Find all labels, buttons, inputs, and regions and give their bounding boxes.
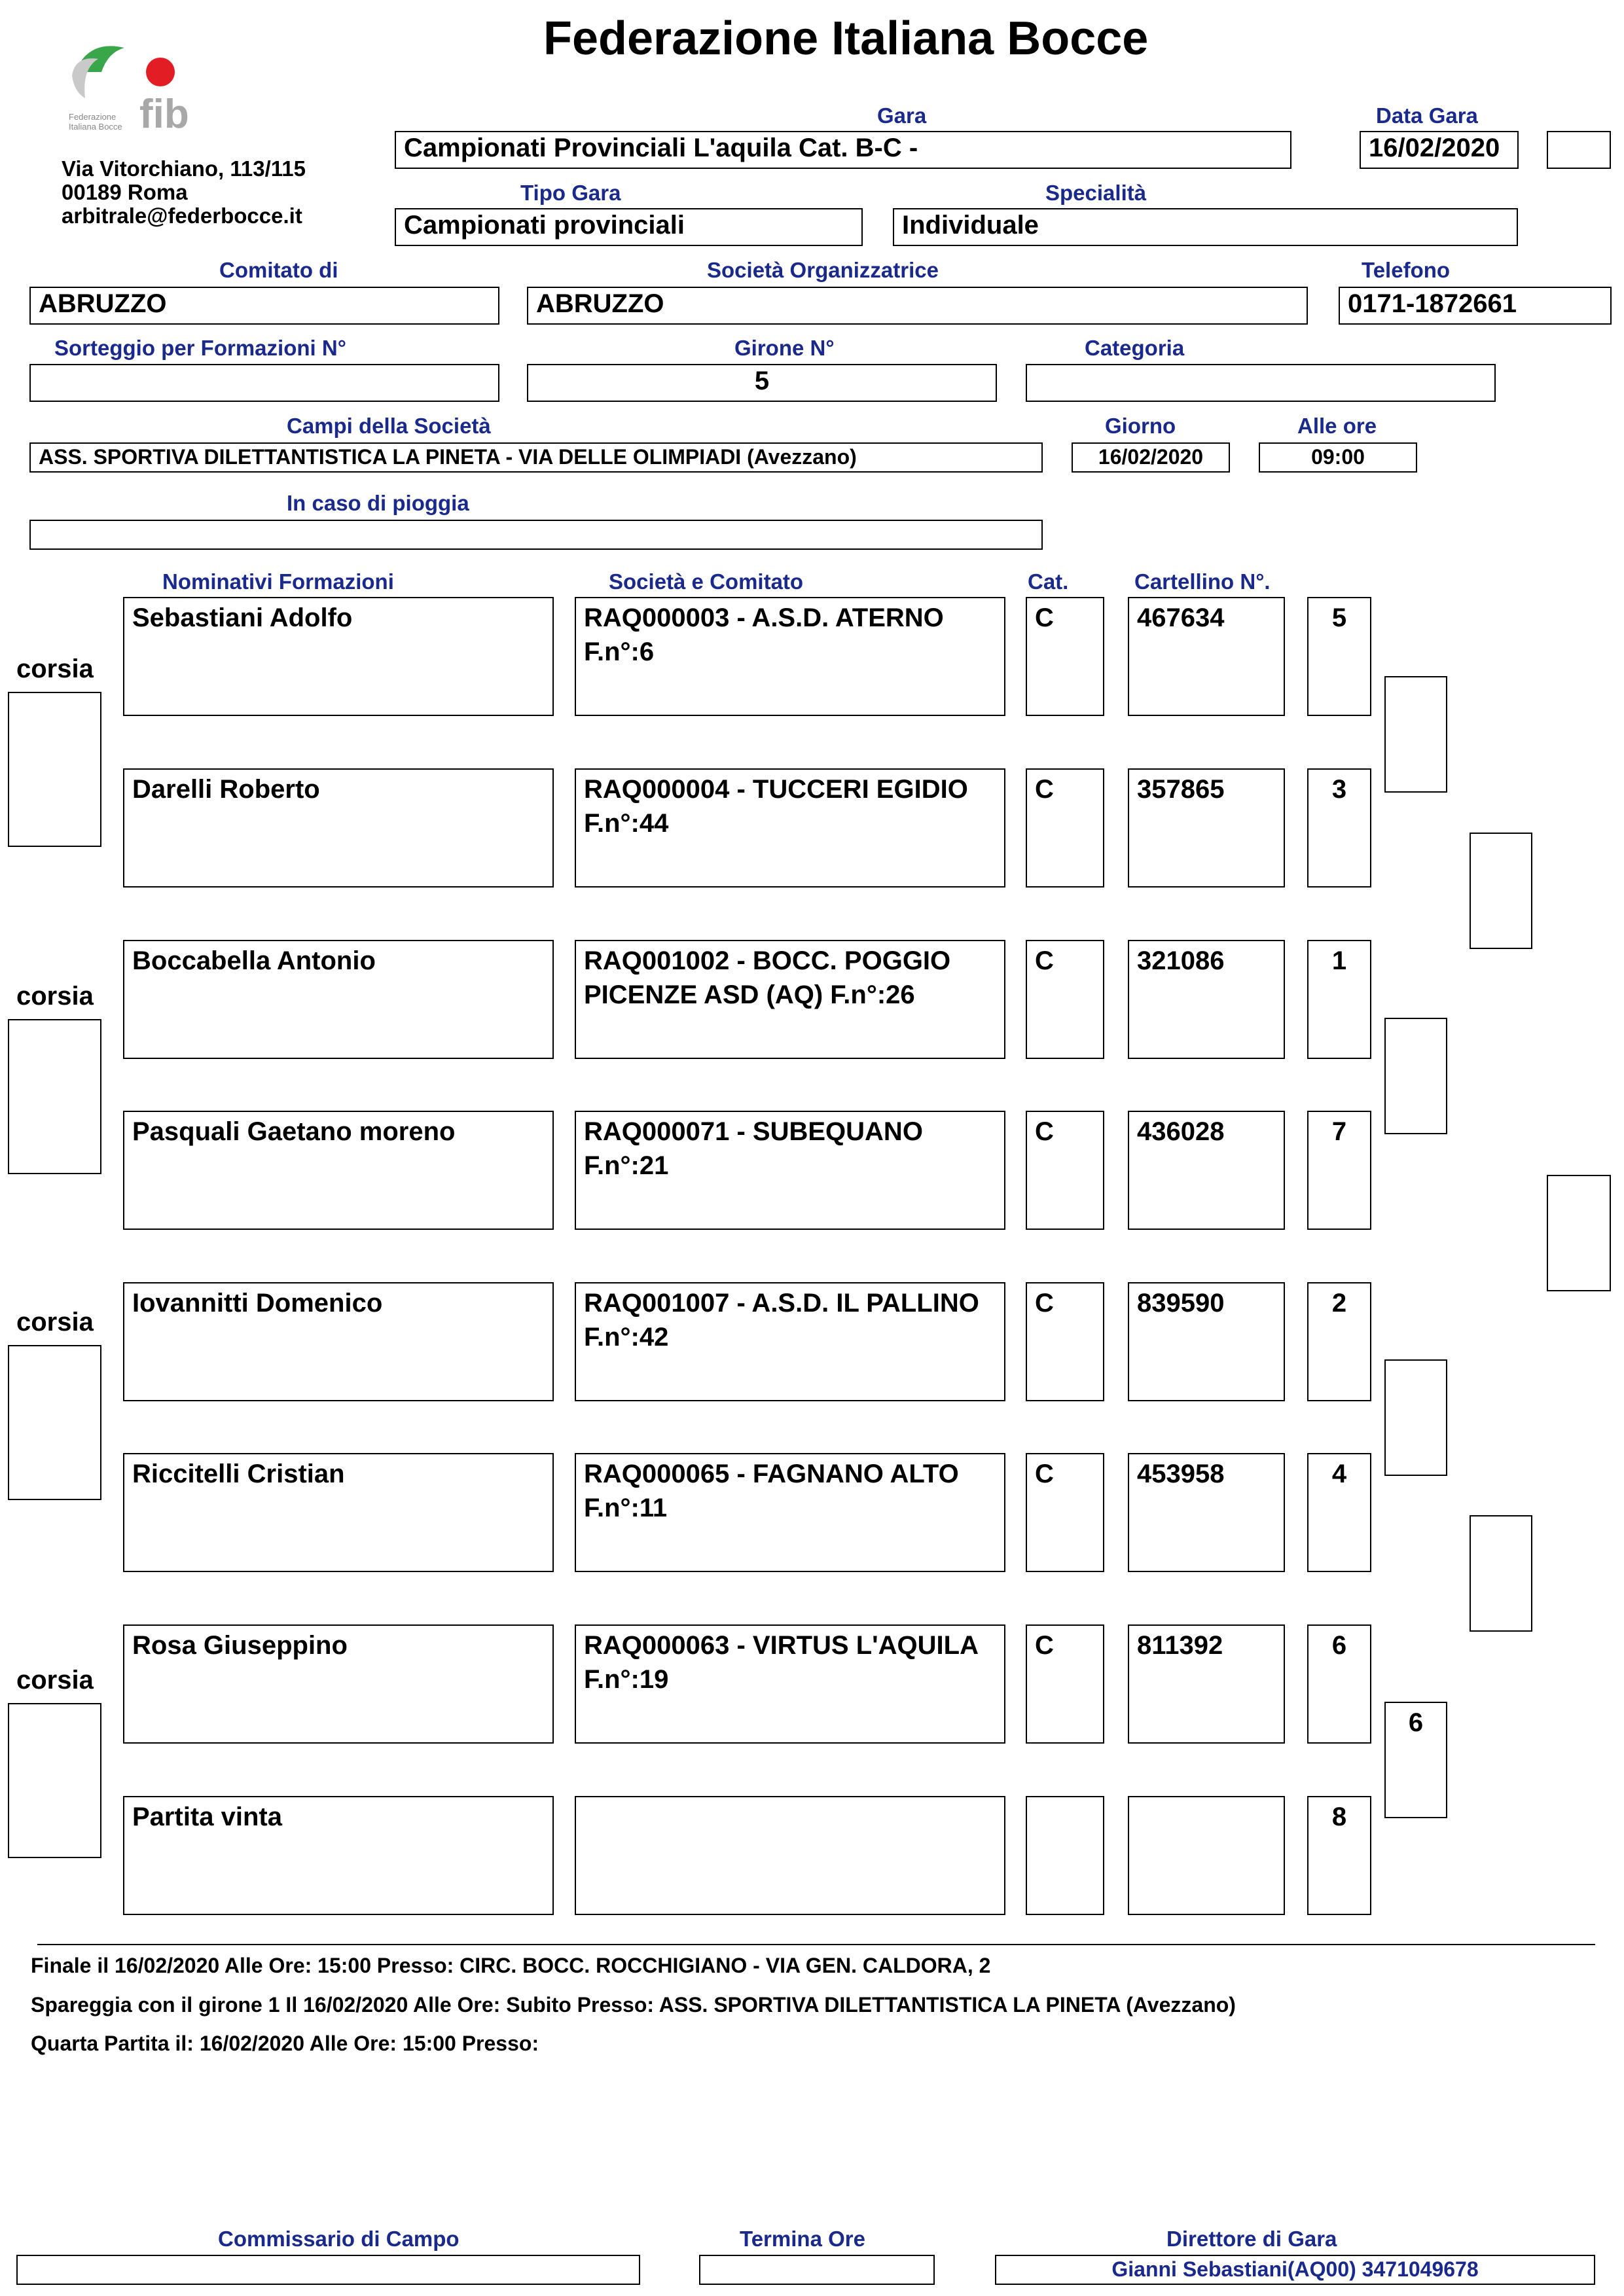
player-cat[interactable]: C — [1026, 1111, 1104, 1230]
corsia-box[interactable] — [8, 1345, 101, 1500]
spareggia-text: Spareggia con il girone 1 Il 16/02/2020 Alle Ore: Subito Presso: ASS. SPORTIVA DILETTANTISTICA LA PINETA (Avezzano) — [31, 1993, 1236, 2017]
bracket-r1-box[interactable]: 6 — [1384, 1702, 1447, 1818]
club-line2: F.n°:6 — [584, 637, 655, 666]
page-title: Federazione Italiana Bocce — [543, 12, 1149, 65]
svg-text:Federazione: Federazione — [69, 112, 117, 122]
club-line1: RAQ000063 - VIRTUS L'AQUILA — [584, 1631, 979, 1660]
email: arbitrale@federbocce.it — [62, 204, 302, 228]
fib-logo-icon — [62, 36, 219, 137]
fib-logo — [62, 36, 219, 137]
corsia-box[interactable] — [8, 692, 101, 847]
bracket-r1-box[interactable] — [1384, 1359, 1447, 1476]
bracket-r2-box[interactable] — [1470, 1515, 1532, 1632]
label-commissario: Commissario di Campo — [218, 2227, 460, 2251]
player-name[interactable]: Sebastiani Adolfo — [123, 597, 554, 716]
club-line2: F.n°:11 — [584, 1494, 668, 1522]
label-telefono: Telefono — [1362, 258, 1451, 282]
commissario-field[interactable] — [16, 2255, 640, 2285]
player-number[interactable]: 4 — [1307, 1453, 1371, 1572]
player-number[interactable]: 3 — [1307, 768, 1371, 888]
player-card[interactable]: 453958 — [1128, 1453, 1285, 1572]
label-societa-org: Società Organizzatrice — [707, 258, 939, 282]
label-giorno: Giorno — [1105, 414, 1176, 438]
player-card[interactable]: 357865 — [1128, 768, 1285, 888]
data-gara-field[interactable]: 16/02/2020 — [1360, 131, 1519, 169]
player-name[interactable]: Pasquali Gaetano moreno — [123, 1111, 554, 1230]
club-line2: F.n°:44 — [584, 809, 669, 838]
player-name[interactable]: Partita vinta — [123, 1796, 554, 1915]
club-line2: PICENZE ASD (AQ) F.n°:26 — [584, 980, 915, 1009]
player-card[interactable]: 321086 — [1128, 940, 1285, 1059]
club-line1: RAQ000003 - A.S.D. ATERNO — [584, 603, 944, 632]
club-line2: F.n°:19 — [584, 1665, 669, 1694]
girone-field[interactable]: 5 — [527, 364, 997, 402]
finale-text: Finale il 16/02/2020 Alle Ore: 15:00 Presso: CIRC. BOCC. ROCCHIGIANO - VIA GEN. CALDORA, 2 — [31, 1954, 991, 1977]
bracket-r1-box[interactable] — [1384, 1018, 1447, 1134]
player-name[interactable]: Darelli Roberto — [123, 768, 554, 888]
quarta-text: Quarta Partita il: 16/02/2020 Alle Ore: 15:00 Presso: — [31, 2032, 539, 2055]
player-cat[interactable]: C — [1026, 597, 1104, 716]
player-club[interactable] — [575, 1282, 1005, 1401]
label-girone: Girone N° — [734, 336, 835, 360]
col-nominativi: Nominativi Formazioni — [162, 569, 394, 594]
bracket-r1-box[interactable] — [1384, 676, 1447, 793]
direttore-field[interactable]: Gianni Sebastiani(AQ00) 3471049678 — [995, 2255, 1595, 2285]
termina-field[interactable] — [699, 2255, 935, 2285]
sorteggio-field[interactable] — [29, 364, 499, 402]
col-cat: Cat. — [1028, 569, 1069, 594]
corsia-box[interactable] — [8, 1019, 101, 1174]
label-sorteggio: Sorteggio per Formazioni N° — [54, 336, 346, 360]
player-club[interactable] — [575, 597, 1005, 716]
label-data-gara: Data Gara — [1376, 103, 1478, 128]
player-name[interactable]: Rosa Giuseppino — [123, 1624, 554, 1744]
label-termina: Termina Ore — [740, 2227, 865, 2251]
label-pioggia: In caso di pioggia — [287, 491, 469, 515]
player-name[interactable]: Riccitelli Cristian — [123, 1453, 554, 1572]
label-tipo-gara: Tipo Gara — [520, 181, 621, 205]
svg-text:Italiana Bocce: Italiana Bocce — [69, 122, 122, 132]
campi-field[interactable]: ASS. SPORTIVA DILETTANTISTICA LA PINETA - VIA DELLE OLIMPIADI (Avezzano) — [29, 442, 1043, 473]
club-line1: RAQ001002 - BOCC. POGGIO — [584, 946, 951, 975]
player-club[interactable] — [575, 1453, 1005, 1572]
player-card[interactable]: 811392 — [1128, 1624, 1285, 1744]
label-alle-ore: Alle ore — [1297, 414, 1377, 438]
extra-field[interactable] — [1547, 131, 1611, 169]
club-line1: RAQ000071 - SUBEQUANO — [584, 1117, 923, 1146]
player-card[interactable]: 839590 — [1128, 1282, 1285, 1401]
club-line2: F.n°:21 — [584, 1151, 669, 1180]
corsia-label: corsia — [16, 982, 94, 1011]
player-number[interactable]: 8 — [1307, 1796, 1371, 1915]
club-line1: RAQ000065 - FAGNANO ALTO — [584, 1460, 959, 1488]
label-specialita: Specialità — [1045, 181, 1147, 205]
player-club[interactable] — [575, 1796, 1005, 1915]
player-club[interactable] — [575, 1624, 1005, 1744]
player-card[interactable]: 467634 — [1128, 597, 1285, 716]
specialita-field[interactable]: Individuale — [893, 208, 1518, 246]
address-line1: Via Vitorchiano, 113/115 — [62, 156, 306, 181]
corsia-label: corsia — [16, 655, 94, 683]
player-cat[interactable] — [1026, 1796, 1104, 1915]
player-club[interactable] — [575, 1111, 1005, 1230]
player-name[interactable]: Boccabella Antonio — [123, 940, 554, 1059]
player-number[interactable]: 7 — [1307, 1111, 1371, 1230]
player-cat[interactable]: C — [1026, 1624, 1104, 1744]
player-cat[interactable]: C — [1026, 1453, 1104, 1572]
bracket-r2-box[interactable] — [1470, 833, 1532, 949]
club-line1: RAQ001007 - A.S.D. IL PALLINO — [584, 1289, 979, 1318]
player-card[interactable]: 436028 — [1128, 1111, 1285, 1230]
player-number[interactable]: 1 — [1307, 940, 1371, 1059]
player-number[interactable]: 6 — [1307, 1624, 1371, 1744]
corsia-label: corsia — [16, 1308, 94, 1336]
pioggia-field[interactable] — [29, 520, 1043, 550]
svg-text:fib: fib — [139, 92, 189, 137]
telefono-field[interactable]: 0171-1872661 — [1339, 287, 1612, 325]
label-gara: Gara — [877, 103, 927, 128]
label-direttore: Direttore di Gara — [1166, 2227, 1337, 2251]
player-card[interactable] — [1128, 1796, 1285, 1915]
tipo-gara-field[interactable]: Campionati provinciali — [395, 208, 863, 246]
club-line2: F.n°:42 — [584, 1323, 669, 1352]
player-cat[interactable]: C — [1026, 1282, 1104, 1401]
player-number[interactable]: 2 — [1307, 1282, 1371, 1401]
corsia-label: corsia — [16, 1666, 94, 1695]
player-cat[interactable]: C — [1026, 768, 1104, 888]
player-name[interactable]: Iovannitti Domenico — [123, 1282, 554, 1401]
giorno-field[interactable]: 16/02/2020 — [1072, 442, 1230, 473]
club-line1: RAQ000004 - TUCCERI EGIDIO — [584, 775, 968, 804]
gara-field[interactable]: Campionati Provinciali L'aquila Cat. B-C - — [395, 131, 1291, 169]
address-line2: 00189 Roma — [62, 180, 188, 204]
label-campi: Campi della Società — [287, 414, 491, 438]
societa-org-field[interactable]: ABRUZZO — [527, 287, 1308, 325]
comitato-field[interactable]: ABRUZZO — [29, 287, 499, 325]
alle-ore-field[interactable]: 09:00 — [1259, 442, 1417, 473]
player-cat[interactable]: C — [1026, 940, 1104, 1059]
divider — [37, 1944, 1595, 1945]
label-comitato: Comitato di — [219, 258, 338, 282]
categoria-field[interactable] — [1026, 364, 1496, 402]
label-categoria: Categoria — [1085, 336, 1185, 360]
player-club[interactable] — [575, 768, 1005, 888]
bracket-final-box[interactable] — [1547, 1175, 1611, 1291]
player-number[interactable]: 5 — [1307, 597, 1371, 716]
col-societa: Società e Comitato — [609, 569, 804, 594]
corsia-box[interactable] — [8, 1703, 101, 1858]
player-club[interactable] — [575, 940, 1005, 1059]
col-cartellino: Cartellino N°. — [1134, 569, 1271, 594]
